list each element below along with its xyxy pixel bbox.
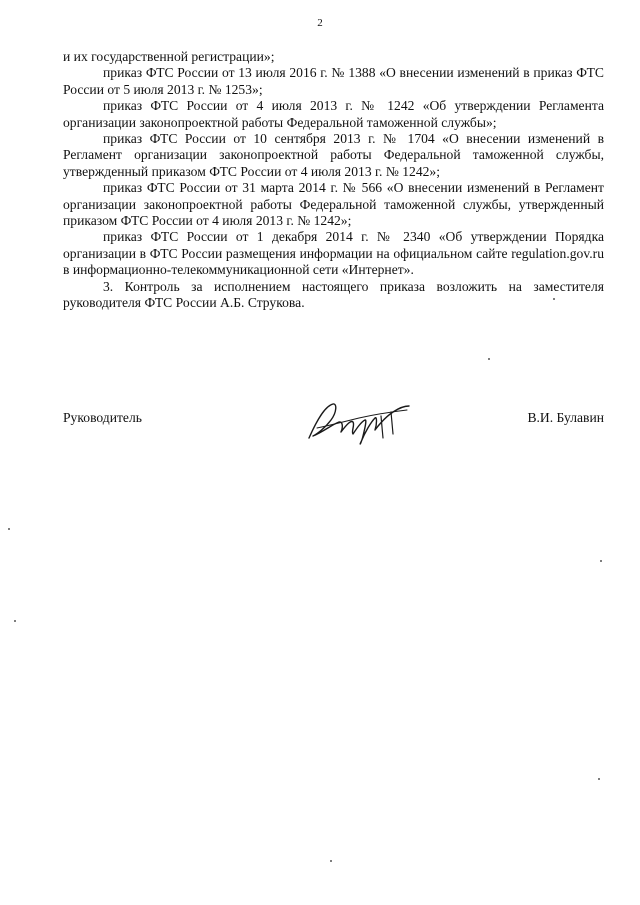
scan-speck (8, 528, 10, 530)
handwritten-signature (303, 398, 413, 448)
paragraph-order-1242: приказ ФТС России от 4 июля 2013 г. № 1242 «Об утверждении Регламента организации законопроектной работы Федеральной таможенной службы»; (63, 98, 604, 130)
paragraph-registration-tail: и их государственной регистрации»; (63, 49, 275, 64)
scan-speck (598, 778, 600, 780)
paragraph-order-1388: приказ ФТС России от 13 июля 2016 г. № 1388 «О внесении изменений в приказ ФТС России от 5 июля 2013 г. № 1253»; (63, 65, 604, 97)
scan-speck (600, 560, 602, 562)
scan-speck (14, 620, 16, 622)
paragraph-order-1704: приказ ФТС России от 10 сентября 2013 г. № 1704 «О внесении изменений в Регламент организации законопроектной работы Федеральной таможенной службы, утвержденный приказом ФТС России от 4 июля 2013 г. № 1242»; (63, 131, 604, 179)
document-body (63, 49, 604, 312)
scan-speck (553, 298, 555, 300)
signature-block (63, 404, 604, 464)
paragraph-control-clause: 3. Контроль за исполнением настоящего приказа возложить на заместителя руководителя ФТС России А.Б. Струкова. (63, 278, 604, 311)
scan-speck (330, 860, 332, 862)
signatory-name: В.И. Булавин (527, 410, 604, 425)
page-number: 2 (317, 17, 323, 29)
scan-speck (488, 358, 490, 360)
paragraph-order-2340: приказ ФТС России от 1 декабря 2014 г. № 2340 «Об утверждении Порядка организации в ФТС России размещения информации на официальном сайте regulation.gov.ru в информационно-телекоммуникационной сети «Интернет». (63, 229, 604, 278)
paragraph-order-566: приказ ФТС России от 31 марта 2014 г. № 566 «О внесении изменений в Регламент организации законопроектной работы Федеральной таможенной службы, утвержденный приказом ФТС России от 4 июля 2013 г. № 1242»; (63, 180, 604, 229)
signatory-title: Руководитель (63, 410, 142, 425)
